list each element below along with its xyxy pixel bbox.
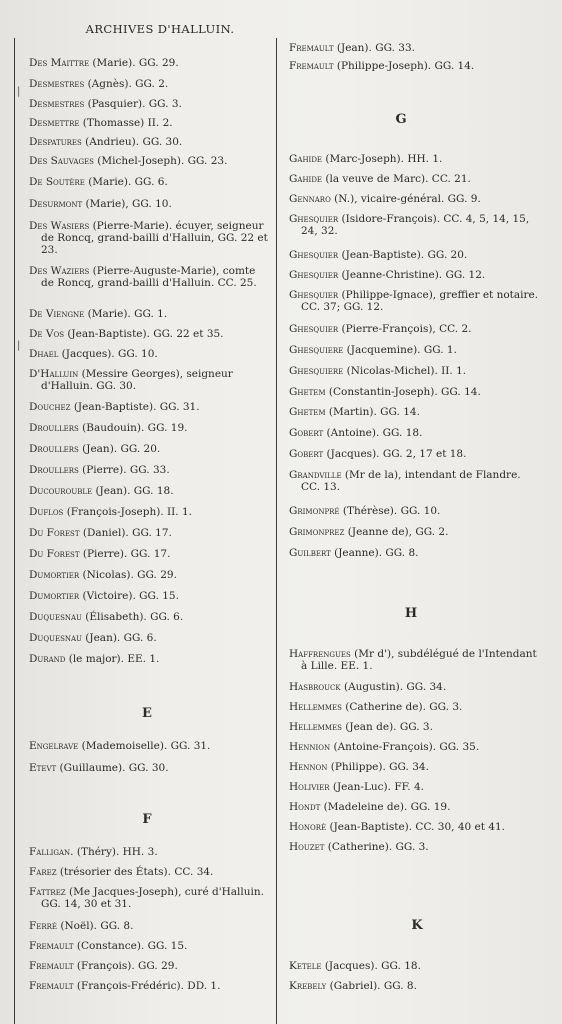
entry-name: Hellemmes (289, 721, 342, 733)
margin-mark: | (17, 340, 21, 351)
index-entry (289, 721, 541, 733)
index-entry (29, 920, 269, 932)
index-entry (289, 344, 541, 356)
entry-reference: (Jean de). GG. 3. (341, 721, 433, 733)
entry-name: Fremault (29, 960, 74, 972)
index-entry (289, 323, 541, 335)
index-entry (29, 422, 269, 434)
entry-reference: (Constance). GG. 15. (73, 940, 188, 952)
entry-reference: (Jeanne-Christine). GG. 12. (338, 269, 486, 281)
entry-name: Falligan. (29, 846, 74, 858)
entry-name: Du Forest (29, 527, 80, 539)
entry-reference: (Pierre-Marie). écuyer, seigneur de Roncq, grand-bailli d'Halluin, GG. 22 et 23. (41, 220, 268, 256)
entry-name: Des Maittre (29, 57, 90, 69)
entry-name: Desmestres (29, 98, 85, 110)
entry-name: Desmettre (29, 117, 80, 129)
entry-reference: (Mademoiselle). GG. 31. (78, 740, 211, 752)
index-entry (29, 98, 269, 110)
entry-name: Ghetem (289, 386, 326, 398)
entry-reference: (Pierre). GG. 33. (78, 464, 170, 476)
index-entry (29, 846, 269, 858)
entry-reference: (Philippe-Ignace), greffier et notaire. CC. 37; GG. 12. (301, 289, 539, 313)
entry-reference: (Madeleine de). GG. 19. (320, 801, 451, 813)
index-entry (29, 569, 269, 581)
entry-reference: (Mr d'), subdélégué de l'Intendant à Lille. EE. 1. (301, 648, 537, 672)
entry-reference: (Jacquemine). GG. 1. (343, 344, 457, 356)
entry-name: Holivier (289, 781, 330, 793)
index-entry (29, 198, 269, 210)
entry-name: Haffrengues (289, 648, 351, 660)
index-entry (289, 448, 541, 460)
right-column (276, 38, 545, 1024)
index-entry (289, 505, 541, 517)
entry-name: Ducourouble (29, 485, 93, 497)
index-entry (29, 348, 269, 360)
entry-reference: (Marie), GG. 10. (82, 198, 172, 210)
entry-name: Fattrez (29, 886, 66, 898)
entry-name: Droullers (29, 443, 79, 455)
entry-reference: (Philippe-Joseph). GG. 14. (333, 60, 475, 72)
index-entry (289, 821, 541, 833)
entry-name: Houzet (289, 841, 325, 853)
index-entry (289, 841, 541, 853)
index-entry (289, 648, 541, 672)
index-entry (29, 506, 269, 518)
index-entry (29, 368, 269, 392)
index-entry (289, 269, 541, 281)
index-entry (29, 980, 269, 992)
entry-reference: (Noël). GG. 8. (57, 920, 134, 932)
entry-reference: (Nicolas-Michel). II. 1. (343, 365, 467, 377)
entry-name: Durand (29, 653, 66, 665)
entry-name: Duquesnau (29, 611, 82, 623)
index-entry (29, 443, 269, 455)
entry-name: Ghesquiere (289, 365, 344, 377)
entry-name: Ghesquier (289, 289, 339, 301)
entry-reference: (Daniel). GG. 17. (79, 527, 172, 539)
entry-reference: (Pierre-Auguste-Marie), comte de Roncq, grand-bailli d'Halluin. CC. 25. (41, 265, 257, 289)
index-entry (29, 78, 269, 90)
entry-reference: (Élisabeth). GG. 6. (81, 611, 184, 623)
entry-name: Gobert (289, 427, 324, 439)
index-entry (29, 464, 269, 476)
index-entry (29, 176, 269, 188)
index-entry (29, 485, 269, 497)
entry-name: Ghesquiere (289, 344, 344, 356)
index-entry (289, 153, 541, 165)
entry-reference: (Victoire). GG. 15. (79, 590, 179, 602)
entry-name: Guilbert (289, 547, 331, 559)
entry-reference: (Mr de la), intendant de Flandre. CC. 13. (301, 469, 521, 493)
entry-reference: (Constantin-Joseph). GG. 14. (325, 386, 481, 398)
entry-name: Gennaro (289, 193, 331, 205)
entry-reference: (Antoine-François). GG. 35. (330, 741, 480, 753)
entry-name: Gahide (289, 153, 323, 165)
entry-name: Du Forest (29, 548, 80, 560)
section-letter-f: F (142, 812, 152, 827)
entry-reference: (trésorier des États). CC. 34. (56, 866, 214, 878)
index-entry (289, 213, 541, 237)
entry-name: Dhael (29, 348, 59, 360)
entry-name: D'Halluin (29, 368, 79, 380)
entry-name: Fremault (29, 980, 74, 992)
index-entry (289, 741, 541, 753)
entry-name: Desurmont (29, 198, 83, 210)
entry-name: Droullers (29, 422, 79, 434)
index-entry (29, 155, 269, 167)
entry-name: Hondt (289, 801, 321, 813)
entry-reference: (Messire Georges), seigneur d'Halluin. GG. 30. (41, 368, 233, 392)
entry-reference: (Catherine). GG. 3. (324, 841, 429, 853)
index-entry (289, 406, 541, 418)
entry-reference: (Antoine). GG. 18. (323, 427, 423, 439)
entry-name: Hennion (289, 741, 331, 753)
index-entry (289, 526, 541, 538)
entry-reference: (Jacques). GG. 18. (321, 960, 421, 972)
entry-name: De Viengne (29, 308, 85, 320)
index-entry (289, 681, 541, 693)
entry-reference: (Augustin). GG. 34. (340, 681, 447, 693)
left-column (14, 38, 273, 1024)
entry-reference: (Thérèse). GG. 10. (339, 505, 441, 517)
index-entry (29, 265, 269, 289)
entry-reference: (Pasquier). GG. 3. (84, 98, 182, 110)
index-entry (289, 386, 541, 398)
entry-name: De Soutère (29, 176, 85, 188)
entry-name: Gobert (289, 448, 324, 460)
index-entry (29, 401, 269, 413)
section-letter-k: K (411, 918, 423, 933)
index-entry (29, 632, 269, 644)
index-entry (29, 940, 269, 952)
entry-name: Ghesquier (289, 249, 339, 261)
entry-name: Gahide (289, 173, 323, 185)
index-entry (289, 469, 541, 493)
entry-reference: (Jacques). GG. 10. (58, 348, 158, 360)
index-entry (29, 960, 269, 972)
entry-reference: (Jeanne de), GG. 2. (344, 526, 449, 538)
index-entry (289, 60, 541, 72)
page-header: ARCHIVES D'HALLUIN. (85, 22, 235, 36)
entry-name: Des Sauvages (29, 155, 94, 167)
entry-name: Des Waziers (29, 265, 90, 277)
entry-reference: (François). GG. 29. (73, 960, 178, 972)
index-entry (29, 548, 269, 560)
entry-name: Ghesquier (289, 213, 339, 225)
index-entry (289, 365, 541, 377)
entry-name: Fremault (29, 940, 74, 952)
entry-reference: (François-Joseph). II. 1. (63, 506, 192, 518)
section-letter-g: G (395, 112, 407, 127)
entry-name: Hasbrouck (289, 681, 341, 693)
entry-reference: (Jean-Baptiste). GG. 22 et 35. (63, 328, 224, 340)
entry-name: Ghesquier (289, 269, 339, 281)
index-entry (29, 117, 269, 129)
entry-name: Ketele (289, 960, 322, 972)
index-entry (29, 57, 269, 69)
entry-reference: (Me Jacques-Joseph), curé d'Halluin. GG. 14, 30 et 31. (41, 886, 264, 910)
entry-reference: (le major). EE. 1. (65, 653, 160, 665)
index-entry (29, 762, 269, 774)
entry-reference: (Marie). GG. 6. (84, 176, 168, 188)
entry-reference: (Agnès). GG. 2. (84, 78, 169, 90)
entry-reference: (Gabriel). GG. 8. (326, 980, 417, 992)
entry-reference: (Pierre-François), CC. 2. (338, 323, 472, 335)
index-entry (289, 289, 541, 313)
entry-reference: (N.), vicaire-général. GG. 9. (330, 193, 481, 205)
entry-reference: (Jean-Baptiste). CC. 30, 40 et 41. (326, 821, 506, 833)
entry-reference: (Théry). HH. 3. (73, 846, 158, 858)
index-entry (289, 801, 541, 813)
index-entry (289, 781, 541, 793)
entry-reference: (Jean). GG. 18. (92, 485, 174, 497)
entry-reference: (Jean). GG. 6. (81, 632, 157, 644)
entry-reference: (Jean). GG. 20. (78, 443, 161, 455)
entry-reference: (Isidore-François). CC. 4, 5, 14, 15, 24, 32. (301, 213, 530, 237)
index-entry (29, 866, 269, 878)
section-letter-e: E (142, 706, 152, 721)
entry-reference: (Jeanne). GG. 8. (330, 547, 419, 559)
entry-name: Douchez (29, 401, 71, 413)
entry-reference: (Nicolas). GG. 29. (79, 569, 177, 581)
index-entry (29, 611, 269, 623)
index-entry (29, 740, 269, 752)
entry-name: Honoré (289, 821, 327, 833)
index-entry (289, 249, 541, 261)
entry-name: Etevt (29, 762, 57, 774)
entry-name: Ghesquier (289, 323, 339, 335)
entry-reference: (Marc-Joseph). HH. 1. (322, 153, 443, 165)
entry-reference: (la veuve de Marc). CC. 21. (322, 173, 471, 185)
entry-reference: (François-Frédéric). DD. 1. (73, 980, 221, 992)
index-entry (29, 136, 269, 148)
index-entry (29, 590, 269, 602)
entry-name: Fremault (289, 42, 334, 54)
index-entry (289, 701, 541, 713)
entry-name: Grimonprez (289, 526, 345, 538)
section-letter-h: H (404, 606, 418, 621)
index-entry (289, 547, 541, 559)
margin-mark: | (17, 86, 21, 97)
entry-reference: (Jean). GG. 33. (333, 42, 415, 54)
index-entry (289, 980, 541, 992)
entry-name: Hellemmes (289, 701, 342, 713)
index-entry (289, 173, 541, 185)
index-entry (29, 328, 269, 340)
entry-name: Dumortier (29, 590, 80, 602)
entry-reference: (Marie). GG. 1. (84, 308, 168, 320)
index-entry (289, 761, 541, 773)
entry-name: Duquesnau (29, 632, 82, 644)
entry-name: Grimonpré (289, 505, 340, 517)
index-entry (289, 960, 541, 972)
entry-reference: (Jean-Baptiste). GG. 20. (338, 249, 468, 261)
index-entry (289, 42, 541, 54)
entry-reference: (Martin). GG. 14. (325, 406, 420, 418)
entry-name: Des Wasiers (29, 220, 90, 232)
entry-reference: (Guillaume). GG. 30. (56, 762, 169, 774)
entry-name: Grandville (289, 469, 342, 481)
entry-name: Engelrave (29, 740, 79, 752)
entry-name: Farez (29, 866, 57, 878)
entry-name: Hennon (289, 761, 328, 773)
entry-reference: (Jacques). GG. 2, 17 et 18. (323, 448, 467, 460)
entry-reference: (Pierre). GG. 17. (79, 548, 171, 560)
index-entry (289, 427, 541, 439)
entry-name: Droullers (29, 464, 79, 476)
entry-name: Fremault (289, 60, 334, 72)
entry-reference: (Thomasse) II. 2. (79, 117, 173, 129)
entry-reference: (Jean-Luc). FF. 4. (329, 781, 424, 793)
entry-name: Desmestres (29, 78, 85, 90)
index-entry (29, 308, 269, 320)
entry-reference: (Michel-Joseph). GG. 23. (93, 155, 228, 167)
index-entry (29, 220, 269, 256)
index-entry (289, 193, 541, 205)
entry-reference: (Philippe). GG. 34. (327, 761, 429, 773)
entry-reference: (Marie). GG. 29. (89, 57, 179, 69)
entry-name: Ghetem (289, 406, 326, 418)
entry-reference: (Catherine de). GG. 3. (341, 701, 463, 713)
entry-reference: (Baudouin). GG. 19. (78, 422, 188, 434)
entry-name: Dumortier (29, 569, 80, 581)
index-entry (29, 886, 269, 910)
index-entry (29, 653, 269, 665)
entry-name: Ferré (29, 920, 58, 932)
index-entry (29, 527, 269, 539)
entry-name: Despatures (29, 136, 82, 148)
entry-name: Krebely (289, 980, 327, 992)
entry-name: De Vos (29, 328, 64, 340)
entry-reference: (Andrieu). GG. 30. (81, 136, 183, 148)
entry-reference: (Jean-Baptiste). GG. 31. (70, 401, 200, 413)
entry-name: Duflos (29, 506, 64, 518)
